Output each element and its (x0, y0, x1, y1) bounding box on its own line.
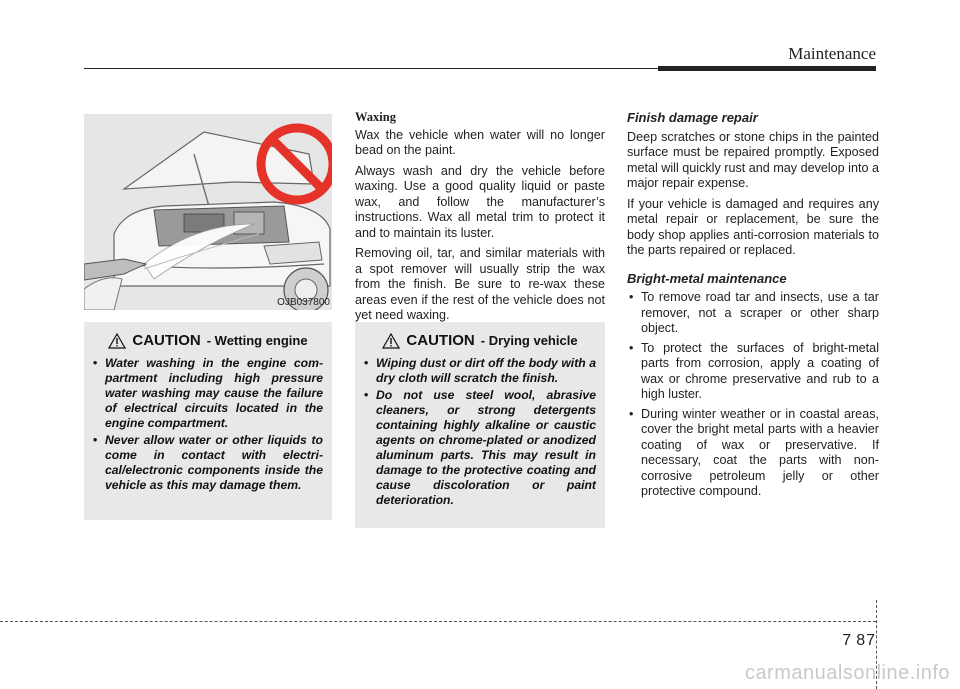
car-engine-prohibited-icon (84, 114, 332, 310)
caution-subtitle: - Wetting engine (206, 333, 308, 348)
paragraph: Wax the vehicle when water will no longer bead on the paint. (355, 127, 605, 157)
figure-code: OJB037800 (277, 297, 330, 308)
bright-metal-heading: Bright-metal maintenance (627, 270, 787, 286)
list-item: • To remove road tar and insects, use a tar remover, not a scraper or other sharp object. (627, 290, 879, 337)
caution-list (93, 356, 323, 495)
caution-header (84, 332, 332, 349)
finish-repair-heading: Finish damage repair (627, 110, 758, 125)
caution-box-drying-vehicle (355, 322, 605, 528)
caution-header (355, 332, 605, 349)
page-number (842, 632, 876, 650)
header-rule-thick (658, 66, 876, 71)
right-column (627, 110, 879, 504)
section-title: Maintenance (788, 44, 876, 63)
caution-item: • Do not use steel wool, abrasive cleaners, or strong detergents containing highly alkaline or caustic agents on chrome-plated or anodized aluminum parts. This may result in damage to the protective coating and cause discoloration or paint deterioration. (364, 388, 596, 508)
caution-item: • Never allow water or other liquids to come in contact with electrical/electronic components inside the vehicle as this may damage them. (93, 433, 323, 493)
waxing-section (355, 110, 605, 329)
paragraph: Always wash and dry the vehicle before waxing. Use a good quality liquid or paste wax, and follow the manufacturer’s instructions. Wax all metal trim to protect it and to maintain its luster. (355, 163, 605, 240)
paragraph: Removing oil, tar, and similar materials with a spot remover will usually strip the wax from the finish. Be sure to re-wax these areas even if the rest of the vehicle does not yet need waxing. (355, 246, 605, 322)
footer-rule (0, 621, 876, 622)
bright-metal-list (627, 290, 879, 500)
paragraph: Deep scratches or stone chips in the painted surface must be repaired promptly. Exposed metal will quickly rust and may develop into a major repair expense. (627, 129, 879, 190)
list-item: • To protect the surfaces of bright-metal parts from corrosion, apply a coating of wax or chrome preservative and rub to a high luster. (627, 341, 879, 403)
caution-label: CAUTION (132, 332, 201, 349)
caution-label: CAUTION (406, 332, 475, 349)
warning-triangle-icon (382, 333, 400, 349)
page-number-value: 87 (856, 632, 876, 649)
caution-subtitle: - Drying vehicle (480, 333, 578, 348)
caution-list (364, 356, 596, 510)
engine-washing-illustration (84, 114, 332, 310)
paragraph: If your vehicle is damaged and requires any metal repair or replacement, be sure the body shop applies anti-corrosion materials to the parts repaired or replaced. (627, 196, 879, 257)
warning-triangle-icon (108, 333, 126, 349)
list-item: • During winter weather or in coastal areas, cover the bright metal parts with a heavier coating of wax or preservative. If necessary, coat the parts with non-corrosive petroleum jelly or other protective compound. (627, 407, 879, 500)
chapter-number: 7 (842, 632, 853, 649)
caution-item: • Water washing in the engine compartment including high pressure water washing may cause the failure of electrical circuits located in the engine compartment. (93, 356, 323, 431)
caution-item: • Wiping dust or dirt off the body with a dry cloth will scratch the finish. (364, 356, 596, 386)
waxing-heading: Waxing (355, 110, 396, 124)
caution-box-wetting-engine (84, 322, 332, 520)
watermark: carmanualsonline.info (744, 662, 950, 684)
